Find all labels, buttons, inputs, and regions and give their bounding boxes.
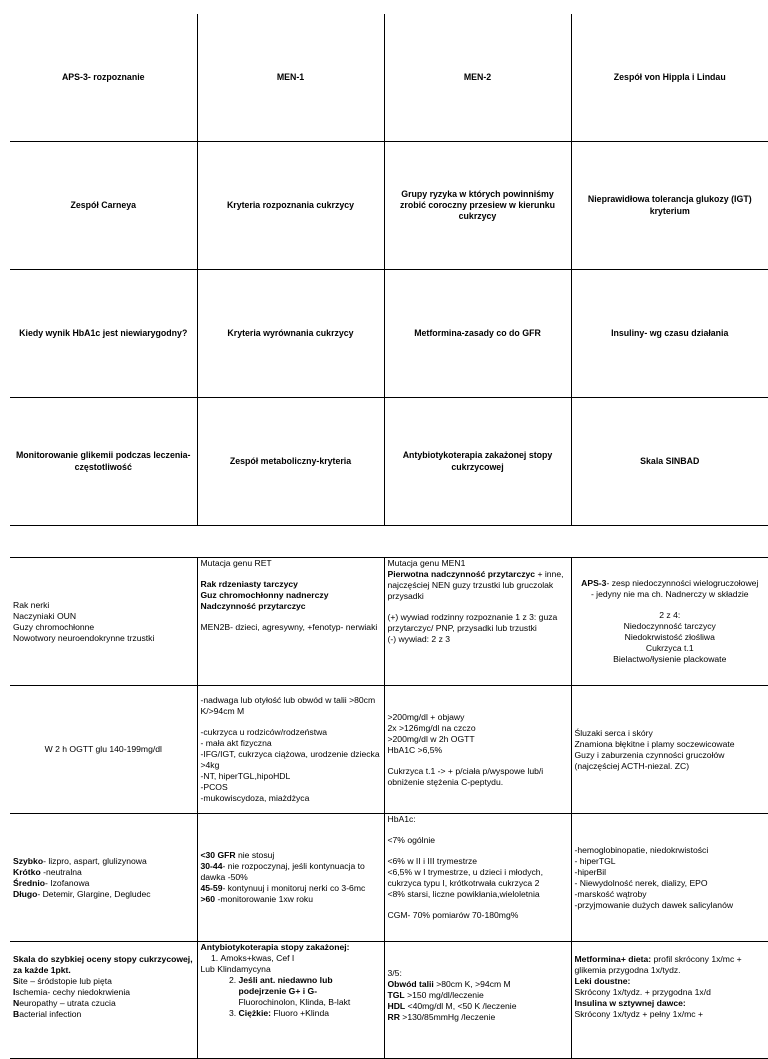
card-front: Grupy ryzyka w których powinniśmy zrobić coroczny przesiew w kierunku cukrzycy	[384, 142, 571, 270]
card-back-men2: Mutacja genu RET Rak rdzeniasty tarczycy Guz chromochłonny nadnerczy Nadczynność przytarczyc MEN2B- dzieci, agresywny, +fenotyp- nerwiaki	[197, 558, 384, 686]
card-front: Kryteria wyrównania cukrzycy	[197, 270, 384, 398]
card-front: Kryteria rozpoznania cukrzycy	[197, 142, 384, 270]
list-item: 1. Amoks+kwas, Cef I	[221, 953, 381, 964]
card-front: Zespół metaboliczny-kryteria	[197, 398, 384, 526]
card-back-sinbad: Skala do szybkiej oceny stopy cukrzycowej, za każde 1pkt. Site – śródstopie lub pięta Ischemia- cechy niedokrwienia Neuropathy – utrata czucia Bacterial infection	[10, 942, 197, 1059]
card-back-metformin-gfr: <30 GFR nie stosuj 30-44- nie rozpoczynaj, jeśli kontynuacja to dawka -50% 45-59- kontynuuj i monitoruj nerki co 3-6mc >60 -monitorowanie 1xw roku	[197, 814, 384, 942]
card-back-control-criteria: HbA1c: <7% ogólnie <6% w II i III trymestrze <6,5% w I trymestrze, u dzieci i młodych, cukrzyca typu I, krótkotrwała cukrzyca 2 <8% starsi, liczne powikłania,wieloletnia CGM- 70% pomiarów 70-180mg%	[384, 814, 571, 942]
card-back-hba1c-unreliable: -hemoglobinopatie, niedokrwistości - hiperTGL -hiperBil - Niewydolność nerek, dializy, EPO -marskość wątroby -przyjmowanie dużych dawek salicylanów	[571, 814, 768, 942]
table-row	[10, 686, 768, 814]
table-row	[10, 942, 768, 1059]
card-back-insulins: Szybko- lizpro, aspart, glulizynowa Krótko -neutralna Średnio- Izofanowa Długo- Detemir, Glargine, Degludec	[10, 814, 197, 942]
card-front: Monitorowanie glikemii podczas leczenia- częstotliwość	[10, 398, 197, 526]
card-front: Skala SINBAD	[571, 398, 768, 526]
card-back-carney: Śluzaki serca i skóry Znamiona błękitne i plamy soczewicowate Guzy i zaburzenia czynności gruczołów (najczęściej ACTH-niezal. ZC)	[571, 686, 768, 814]
card-back-metabolic-syndrome: 3/5: Obwód talii >80cm K, >94cm M TGL >150 mg/dl/leczenie HDL <40mg/dl M, <50 K /leczenie RR >130/85mmHg /leczenie	[384, 942, 571, 1059]
card-front: Kiedy wynik HbA1c jest niewiarygodny?	[10, 270, 197, 398]
table-row	[10, 270, 768, 398]
card-front: Zespół Carneya	[10, 142, 197, 270]
card-front: MEN-1	[197, 14, 384, 142]
table-row	[10, 814, 768, 942]
antibiotic-list	[201, 975, 381, 1019]
table-row	[10, 558, 768, 686]
card-back-diagnosis-criteria: >200mg/dl + objawy 2x >126mg/dl na czczo >200mg/dl w 2h OGTT HbA1C >6,5% Cukrzyca t.1 -> + p/ciała p/wyspowe lub/i obniżenie stężenia C-peptydu.	[384, 686, 571, 814]
card-front: MEN-2	[384, 14, 571, 142]
card-back-men1: Mutacja genu MEN1 Pierwotna nadczynność przytarczyc + inne, najczęściej NEN guzy trzustki lub gruczolak przysadki (+) wywiad rodzinny rozpoznanie 1 z 3: guza przytarczyc/ PNP, przysadki lub trzustki (-) wywiad: 2 z 3	[384, 558, 571, 686]
card-back-glucose-monitoring: Metformina+ dieta: profil skrócony 1x/mc + glikemia przygodna 1x/tydz. Leki doustne: Skrócony 1x/tydz. + przygodna 1x/d Insulina w sztywnej dawce: Skrócony 1x/tydz + pełny 1x/mc +	[571, 942, 768, 1059]
table-row	[10, 14, 768, 142]
flashcard-fronts-table	[10, 14, 768, 526]
card-back-igt: W 2 h OGTT glu 140-199mg/dl	[10, 686, 197, 814]
card-front: Antybiotykoterapia zakażonej stopy cukrzycowej	[384, 398, 571, 526]
antibiotic-list	[201, 953, 381, 964]
card-front: Insuliny- wg czasu działania	[571, 270, 768, 398]
card-back-antibiotics: Antybiotykoterapia stopy zakażonej: 1. Amoks+kwas, Cef I Lub Klindamycyna 2. Jeśli ant. niedawno lub podejrzenie G+ i G- Fluorochinolon, Klinda, B-lakt 3. Ciężkie: Fluoro +Klinda	[197, 942, 384, 1059]
card-back-risk-groups: -nadwaga lub otyłość lub obwód w talii >80cm K/>94cm M -cukrzyca u rodziców/rodzeństwa - mała akt fizyczna -IFG/IGT, cukrzyca ciążowa, urodzenie dziecka >4kg -NT, hiperTGL,hipoHDL -PCOS -mukowiscydoza, miażdżyca	[197, 686, 384, 814]
card-front: Zespół von Hippla i Lindau	[571, 14, 768, 142]
list-item: 2. Jeśli ant. niedawno lub podejrzenie G+ i G- Fluorochinolon, Klinda, B-lakt	[239, 975, 381, 1008]
card-front: Metformina-zasady co do GFR	[384, 270, 571, 398]
list-item: 3. Ciężkie: Fluoro +Klinda	[239, 1008, 381, 1019]
table-row	[10, 142, 768, 270]
table-row	[10, 398, 768, 526]
card-front: Nieprawidłowa tolerancja glukozy (IGT) kryterium	[571, 142, 768, 270]
card-back-vhl: Rak nerki Naczyniaki OUN Guzy chromochłonne Nowotwory neuroendokrynne trzustki	[10, 558, 197, 686]
card-back-aps3: APS-3- zesp niedoczynności wielogruczołowej - jedyny nie ma ch. Nadnerczy w składzie 2 z 4: Niedoczynność tarczycy Niedokrwistość złośliwa Cukrzyca t.1 Bielactwo/łysienie plackowate	[571, 558, 768, 686]
card-front: APS-3- rozpoznanie	[10, 14, 197, 142]
flashcard-backs-table	[10, 557, 768, 1059]
